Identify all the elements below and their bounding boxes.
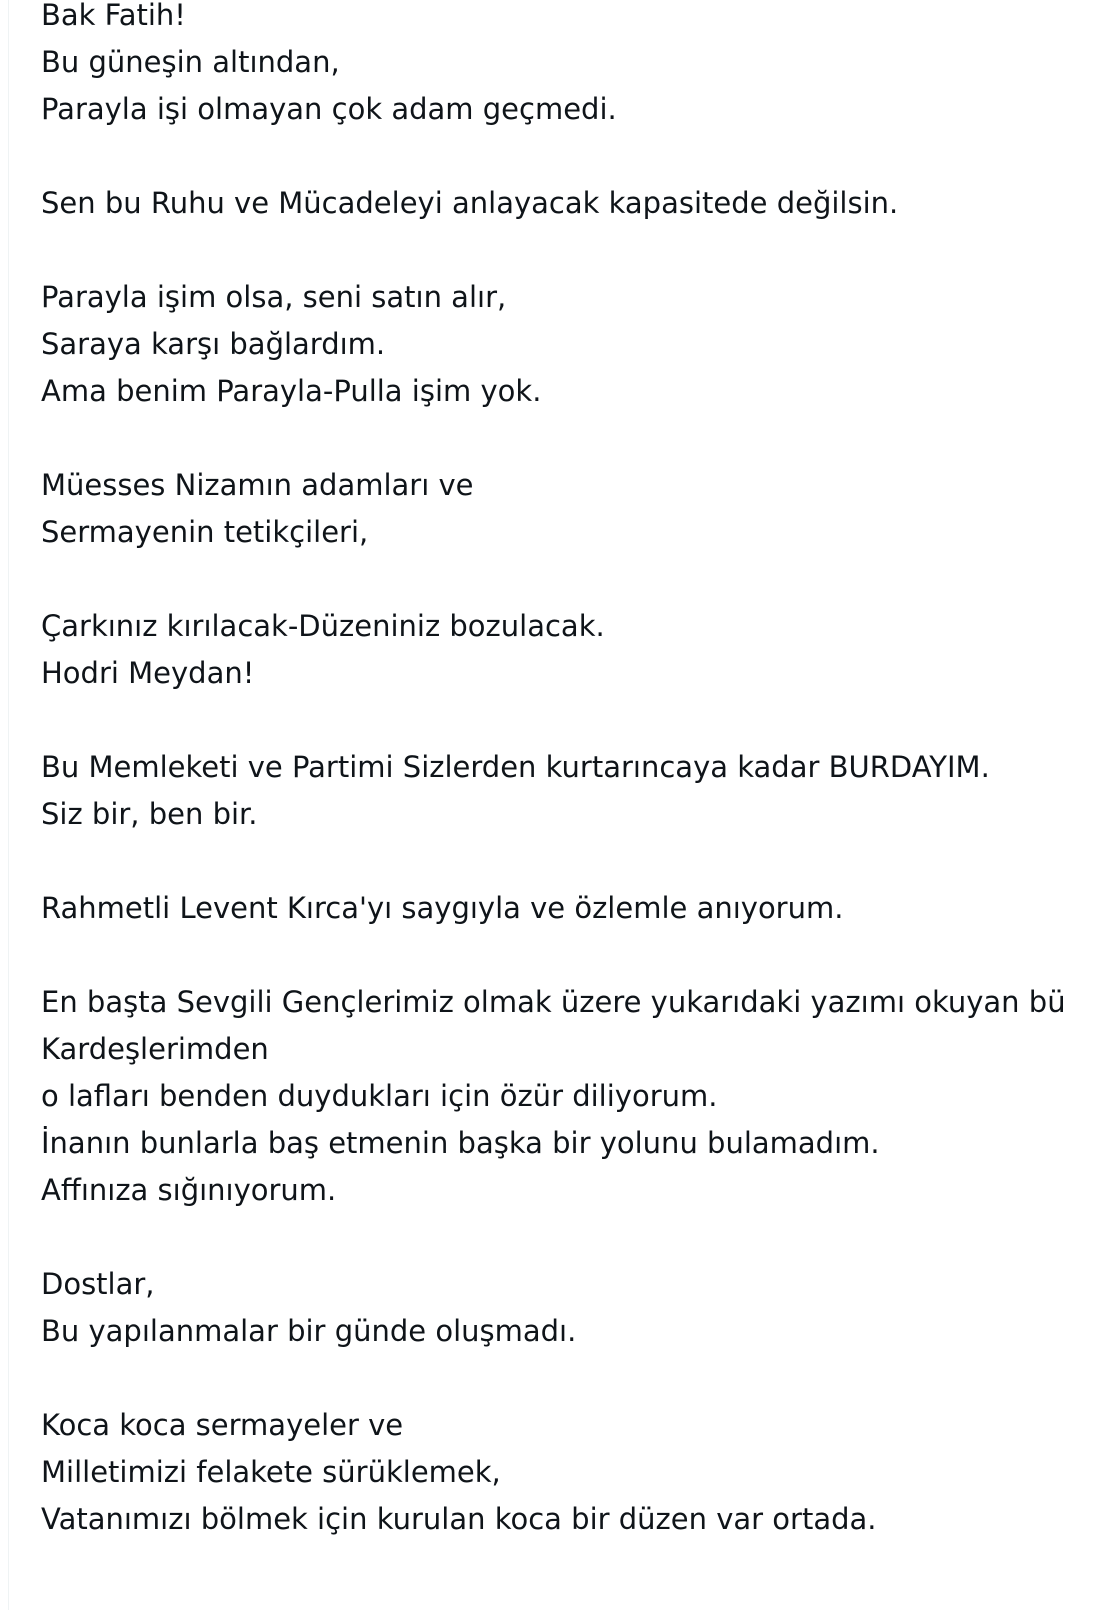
- tweet-line: İnanın bunlarla baş etmenin başka bir yolunu bulamadım.: [41, 1126, 880, 1160]
- tweet-line: [41, 932, 1110, 979]
- tweet-line: Bu Memleketi ve Partimi Sizlerden kurtarıncaya kadar BURDAYIM.: [41, 750, 990, 784]
- tweet-line: [41, 697, 1110, 744]
- tweet-line: [41, 1355, 1110, 1402]
- tweet-line: [41, 227, 1110, 274]
- tweet-line: Müesses Nizamın adamları ve: [41, 468, 474, 502]
- tweet-line: [41, 133, 1110, 180]
- tweet-line: Siz bir, ben bir.: [41, 797, 258, 831]
- tweet-line: [41, 838, 1110, 885]
- tweet-line: Bak Fatih!: [41, 0, 186, 32]
- tweet-line: Sen bu Ruhu ve Mücadeleyi anlayacak kapasitede değilsin.: [41, 186, 899, 220]
- tweet-line: Sermayenin tetikçileri,: [41, 515, 369, 549]
- tweet-line: Parayla işi olmayan çok adam geçmedi.: [41, 92, 617, 126]
- tweet-line: [41, 1214, 1110, 1261]
- tweet-line: Rahmetli Levent Kırca'yı saygıyla ve özlemle anıyorum.: [41, 891, 844, 925]
- tweet-line: [41, 415, 1110, 462]
- tweet-line: Bu yapılanmalar bir günde oluşmadı.: [41, 1314, 577, 1348]
- tweet-line: Dostlar,: [41, 1267, 155, 1301]
- tweet-line: En başta Sevgili Gençlerimiz olmak üzere yukarıdaki yazımı okuyan bü: [41, 985, 1066, 1019]
- tweet-line: Hodri Meydan!: [41, 656, 255, 690]
- tweet-line: Çarkınız kırılacak-Düzeniniz bozulacak.: [41, 609, 605, 643]
- tweet-line: o lafları benden duydukları için özür diliyorum.: [41, 1079, 718, 1113]
- tweet-line: Ama benim Parayla-Pulla işim yok.: [41, 374, 542, 408]
- tweet-line: Koca koca sermayeler ve: [41, 1408, 404, 1442]
- tweet-line: Milletimizi felakete sürüklemek,: [41, 1455, 501, 1489]
- column-border: [8, 0, 9, 1610]
- tweet-line: Saraya karşı bağlardım.: [41, 327, 386, 361]
- tweet-text: [41, 0, 1110, 1543]
- tweet-line: Kardeşlerimden: [41, 1032, 269, 1066]
- tweet-line: Affınıza sığınıyorum.: [41, 1173, 337, 1207]
- tweet-line: Bu güneşin altından,: [41, 45, 340, 79]
- tweet-line: Parayla işim olsa, seni satın alır,: [41, 280, 507, 314]
- tweet-line: Vatanımızı bölmek için kurulan koca bir düzen var ortada.: [41, 1502, 877, 1536]
- tweet-line: [41, 556, 1110, 603]
